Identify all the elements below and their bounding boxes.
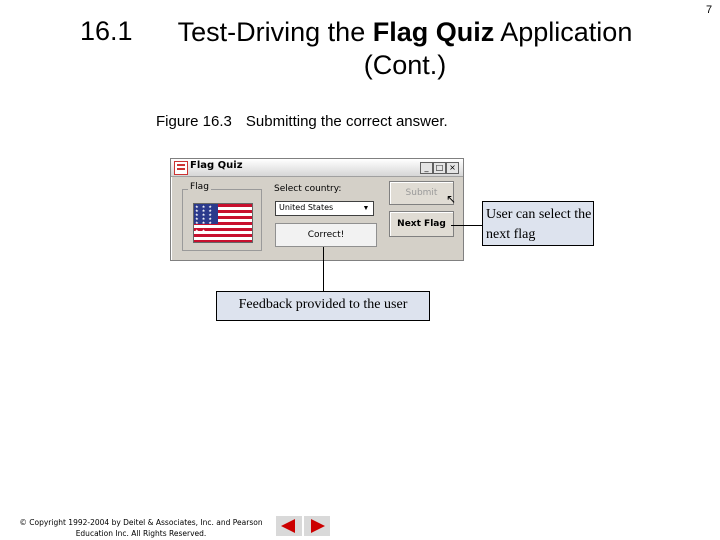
submit-button[interactable]: Submit [389,181,454,205]
feedback-field: Correct! [275,223,377,247]
flag-canton: ★ ★ ★ ★ ★ ★ ★ ★ ★ ★ ★ ★ ★ ★ ★ ★ ★ ★ ★ ★ [194,204,218,224]
minimize-button[interactable]: _ [420,162,433,174]
title-text-bold: Flag Quiz [372,17,495,47]
next-flag-button[interactable]: Next Flag [389,211,454,237]
window-titlebar[interactable] [171,159,463,177]
country-dropdown-value: United States [279,203,334,212]
title-text-line2: (Cont.) [363,50,447,80]
figure-caption [156,113,448,130]
select-country-label: Select country: [274,184,342,194]
mouse-pointer-icon: ↖ [446,192,457,206]
app-icon [174,161,188,175]
page-number: 7 [706,4,713,16]
chevron-down-icon[interactable]: ▼ [362,205,370,212]
figure-caption-text: Submitting the correct answer. [245,113,448,130]
callout-next-flag: User can select the next flag [482,201,594,246]
next-slide-icon[interactable] [304,516,330,536]
window-title: Flag Quiz [190,160,243,171]
flag-quiz-window [170,158,464,261]
callout-connector-next-flag [451,225,485,226]
slide-title [150,16,660,82]
title-text-after: Application [494,17,633,47]
copyright-notice: © Copyright 1992-2004 by Deitel & Associates, Inc. and Pearson Education Inc. All Rights Reserved. [19,518,263,538]
close-button[interactable]: × [446,162,459,174]
country-dropdown[interactable] [275,201,374,216]
previous-slide-icon[interactable] [276,516,302,536]
callout-connector-feedback [323,247,324,293]
title-text-before: Test-Driving the [177,17,373,47]
maximize-button[interactable]: □ [433,162,446,174]
callout-feedback: Feedback provided to the user [216,291,430,321]
flag-group-label: Flag [190,182,209,192]
us-flag-image [193,203,253,243]
section-number: 16.1 [80,16,133,46]
figure-number: Figure 16.3 [156,113,232,130]
